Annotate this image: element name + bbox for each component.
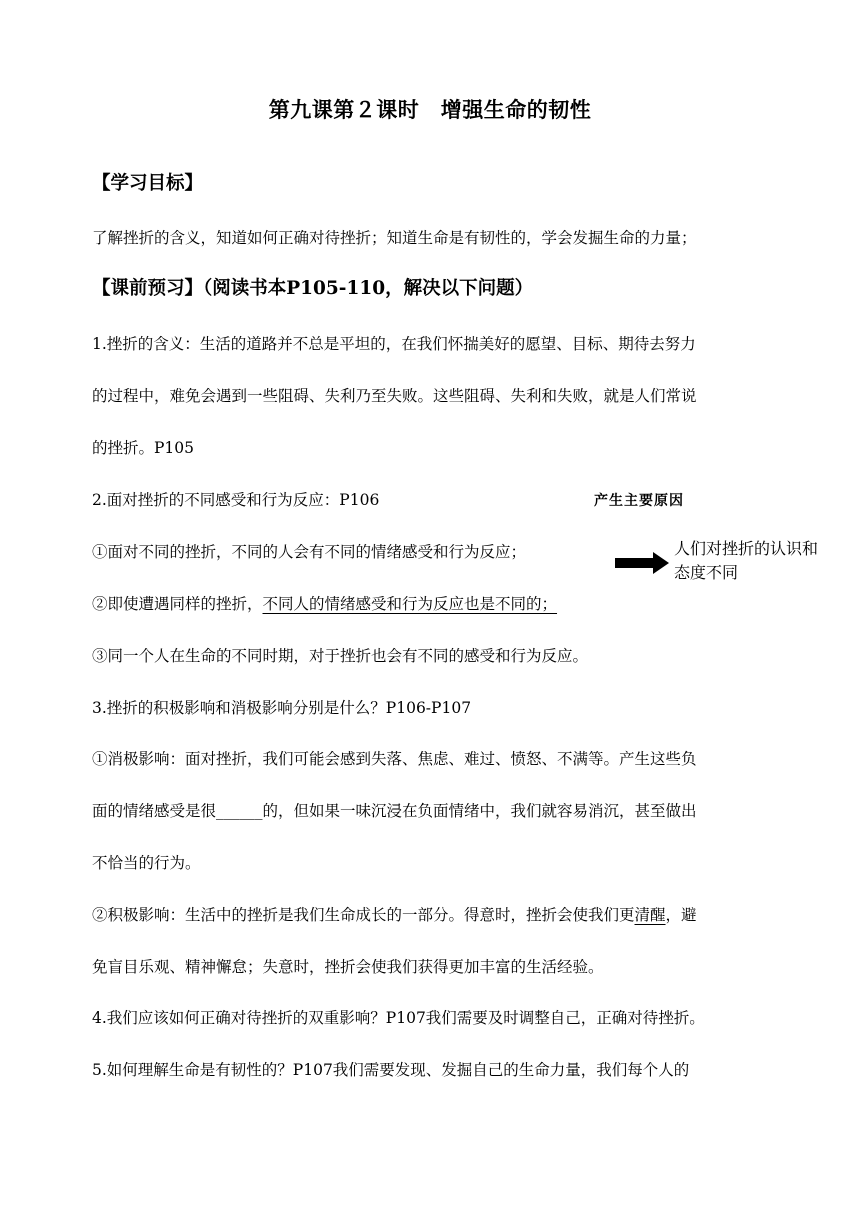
q1-line-1: 1.挫折的含义：生活的道路并不总是平坦的，在我们怀揣美好的愿望、目标、期待去努力 <box>92 335 696 353</box>
q3-positive-suffix: ，避 <box>665 906 697 924</box>
q3-negative-line-2: 面的情绪感受是很______的，但如果一味沉浸在负面情绪中，我们就容易消沉，甚至做出 <box>92 802 697 820</box>
q2-item-2-underlined: 不同人的情绪感受和行为反应也是不同的； <box>262 595 558 613</box>
q2-item-3: ③同一个人在生命的不同时期，对于挫折也会有不同的感受和行为反应。 <box>92 647 589 665</box>
q5-line-1: 5.如何理解生命是有韧性的？P107我们需要发现、发掘自己的生命力量，我们每个人的 <box>92 1061 690 1079</box>
q4-line-1: 4.我们应该如何正确对待挫折的双重影响？P107我们需要及时调整自己，正确对待挫折。 <box>92 1009 705 1027</box>
q2-heading: 2.面对挫折的不同感受和行为反应：P106 <box>92 491 380 509</box>
q2-item-1: ①面对不同的挫折，不同的人会有不同的情绪感受和行为反应； <box>92 543 527 561</box>
q3-positive-prefix: ②积极影响：生活中的挫折是我们生命成长的一部分。得意时，挫折会使我们更 <box>92 906 635 924</box>
preview-heading: 【课前预习】（阅读书本P105-110，解决以下问题） <box>92 278 534 299</box>
page-title: 第九课第２课时 增强生命的韧性 <box>268 97 592 122</box>
q3-positive-line-2: 免盲目乐观、精神懈怠；失意时，挫折会使我们获得更加丰富的生活经验。 <box>92 958 604 976</box>
q3-heading: 3.挫折的积极影响和消极影响分别是什么？P106-P107 <box>92 699 472 717</box>
side-note-text: 人们对挫折的认识和态度不同 <box>674 539 819 582</box>
q2-item-2-prefix: ②即使遭遇同样的挫折， <box>92 595 263 613</box>
right-arrow-icon <box>615 552 669 574</box>
goals-text: 了解挫折的含义，知道如何正确对待挫折；知道生命是有韧性的，学会发掘生命的力量； <box>92 229 697 247</box>
q3-positive-underlined: 清醒 <box>634 906 666 924</box>
goals-heading: 【学习目标】 <box>92 173 204 194</box>
q3-negative-line-3: 不恰当的行为。 <box>92 854 201 872</box>
q2-item-2 <box>92 592 557 614</box>
q1-line-3: 的挫折。P105 <box>92 439 195 457</box>
q1-line-2: 的过程中，难免会遇到一些阻碍、失利乃至失败。这些阻碍、失利和失败，就是人们常说 <box>92 387 697 405</box>
side-note-title: 产生主要原因 <box>594 493 684 509</box>
q3-negative-line-1: ①消极影响：面对挫折，我们可能会感到失落、焦虑、难过、愤怒、不满等。产生这些负 <box>92 750 697 768</box>
q3-positive-line-1 <box>92 903 697 925</box>
